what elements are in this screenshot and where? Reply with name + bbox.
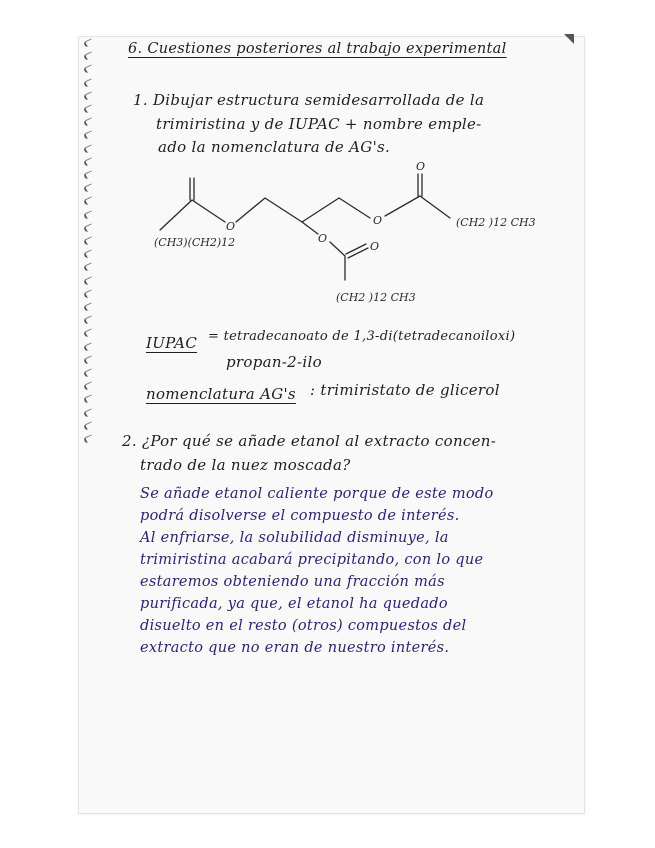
binding-hole	[83, 91, 94, 100]
middle-carbonyl-bond-a	[346, 244, 366, 254]
binding-hole	[83, 329, 94, 338]
trimyristin-structure-diagram	[140, 160, 600, 310]
binding-hole	[83, 289, 94, 298]
answer-line: disuelto en el resto (otros) compuestos del	[140, 618, 467, 634]
binding-hole	[83, 342, 94, 351]
question-1-line-1: 1. Dibujar estructura semidesarrollada de la	[133, 91, 485, 109]
binding-hole	[83, 157, 94, 166]
binding-hole	[83, 65, 94, 74]
answer-line: trimiristina acabará precipitando, con lo que	[140, 552, 484, 568]
middle-carbonyl-oxygen: O	[370, 240, 380, 253]
binding-hole	[83, 236, 94, 245]
middle-o-bond	[302, 222, 318, 234]
binding-hole	[83, 210, 94, 219]
binding-hole	[83, 144, 94, 153]
left-chain-bond	[160, 200, 225, 230]
answer-line: Al enfriarse, la solubilidad disminuye, la	[140, 530, 449, 546]
binding-hole	[83, 421, 94, 430]
question-2-line-2: trado de la nuez moscada?	[140, 456, 351, 474]
nomenclature-label: nomenclatura AG's	[146, 385, 296, 403]
section-title: 6. Cuestiones posteriores al trabajo experimental	[128, 41, 507, 57]
right-carbonyl-oxygen: O	[416, 160, 426, 173]
iupac-name-line-1: = tetradecanoato de 1,3-di(tetradecanoiloxi)	[208, 329, 516, 344]
binding-hole	[83, 250, 94, 259]
left-chain-label: (CH3)(CH2)12	[154, 236, 236, 249]
answer-line: estaremos obteniendo una fracción más	[140, 574, 445, 590]
middle-carbonyl-bond-b	[348, 248, 368, 258]
answer-line: extracto que no eran de nuestro interés.	[140, 640, 450, 656]
binding-hole	[83, 355, 94, 364]
binding-hole	[83, 368, 94, 377]
binding-hole	[83, 38, 94, 47]
binding-hole	[83, 408, 94, 417]
binding-hole	[83, 434, 94, 443]
binding-hole	[83, 184, 94, 193]
question-1-line-2: trimiristina y de IUPAC + nombre emple-	[156, 115, 482, 133]
answer-line: podrá disolverse el compuesto de interés.	[140, 508, 460, 524]
binding-hole	[83, 104, 94, 113]
binding-hole	[83, 276, 94, 285]
middle-ester-oxygen: O	[318, 232, 328, 245]
binding-hole	[83, 395, 94, 404]
binding-hole	[83, 263, 94, 272]
question-2-line-1: 2. ¿Por qué se añade etanol al extracto concen-	[122, 432, 497, 450]
binding-hole	[83, 170, 94, 179]
bottom-chain-label: (CH2 )12 CH3	[336, 291, 416, 304]
iupac-name-line-2: propan-2-ilo	[226, 353, 322, 371]
binding-hole	[83, 382, 94, 391]
right-chain-bond	[385, 196, 450, 218]
spiral-binding	[84, 40, 94, 810]
glycerol-backbone	[236, 198, 370, 222]
binding-hole	[83, 118, 94, 127]
binding-hole	[83, 197, 94, 206]
binding-hole	[83, 223, 94, 232]
binding-hole	[83, 131, 94, 140]
page-corner-mark	[564, 34, 574, 44]
middle-chain-bond	[330, 242, 345, 280]
binding-hole	[83, 52, 94, 61]
question-1-line-3: ado la nomenclatura de AG's.	[158, 138, 391, 156]
left-ester-oxygen: O	[226, 220, 236, 233]
nomenclature-value: : trimiristato de glicerol	[310, 381, 500, 399]
binding-hole	[83, 302, 94, 311]
binding-hole	[83, 78, 94, 87]
right-chain-label: (CH2 )12 CH3	[456, 216, 536, 229]
iupac-label: IUPAC	[146, 334, 198, 352]
right-ester-oxygen: O	[373, 214, 383, 227]
answer-line: Se añade etanol caliente porque de este modo	[140, 486, 494, 502]
answer-line: purificada, ya que, el etanol ha quedado	[140, 596, 448, 612]
binding-hole	[83, 316, 94, 325]
